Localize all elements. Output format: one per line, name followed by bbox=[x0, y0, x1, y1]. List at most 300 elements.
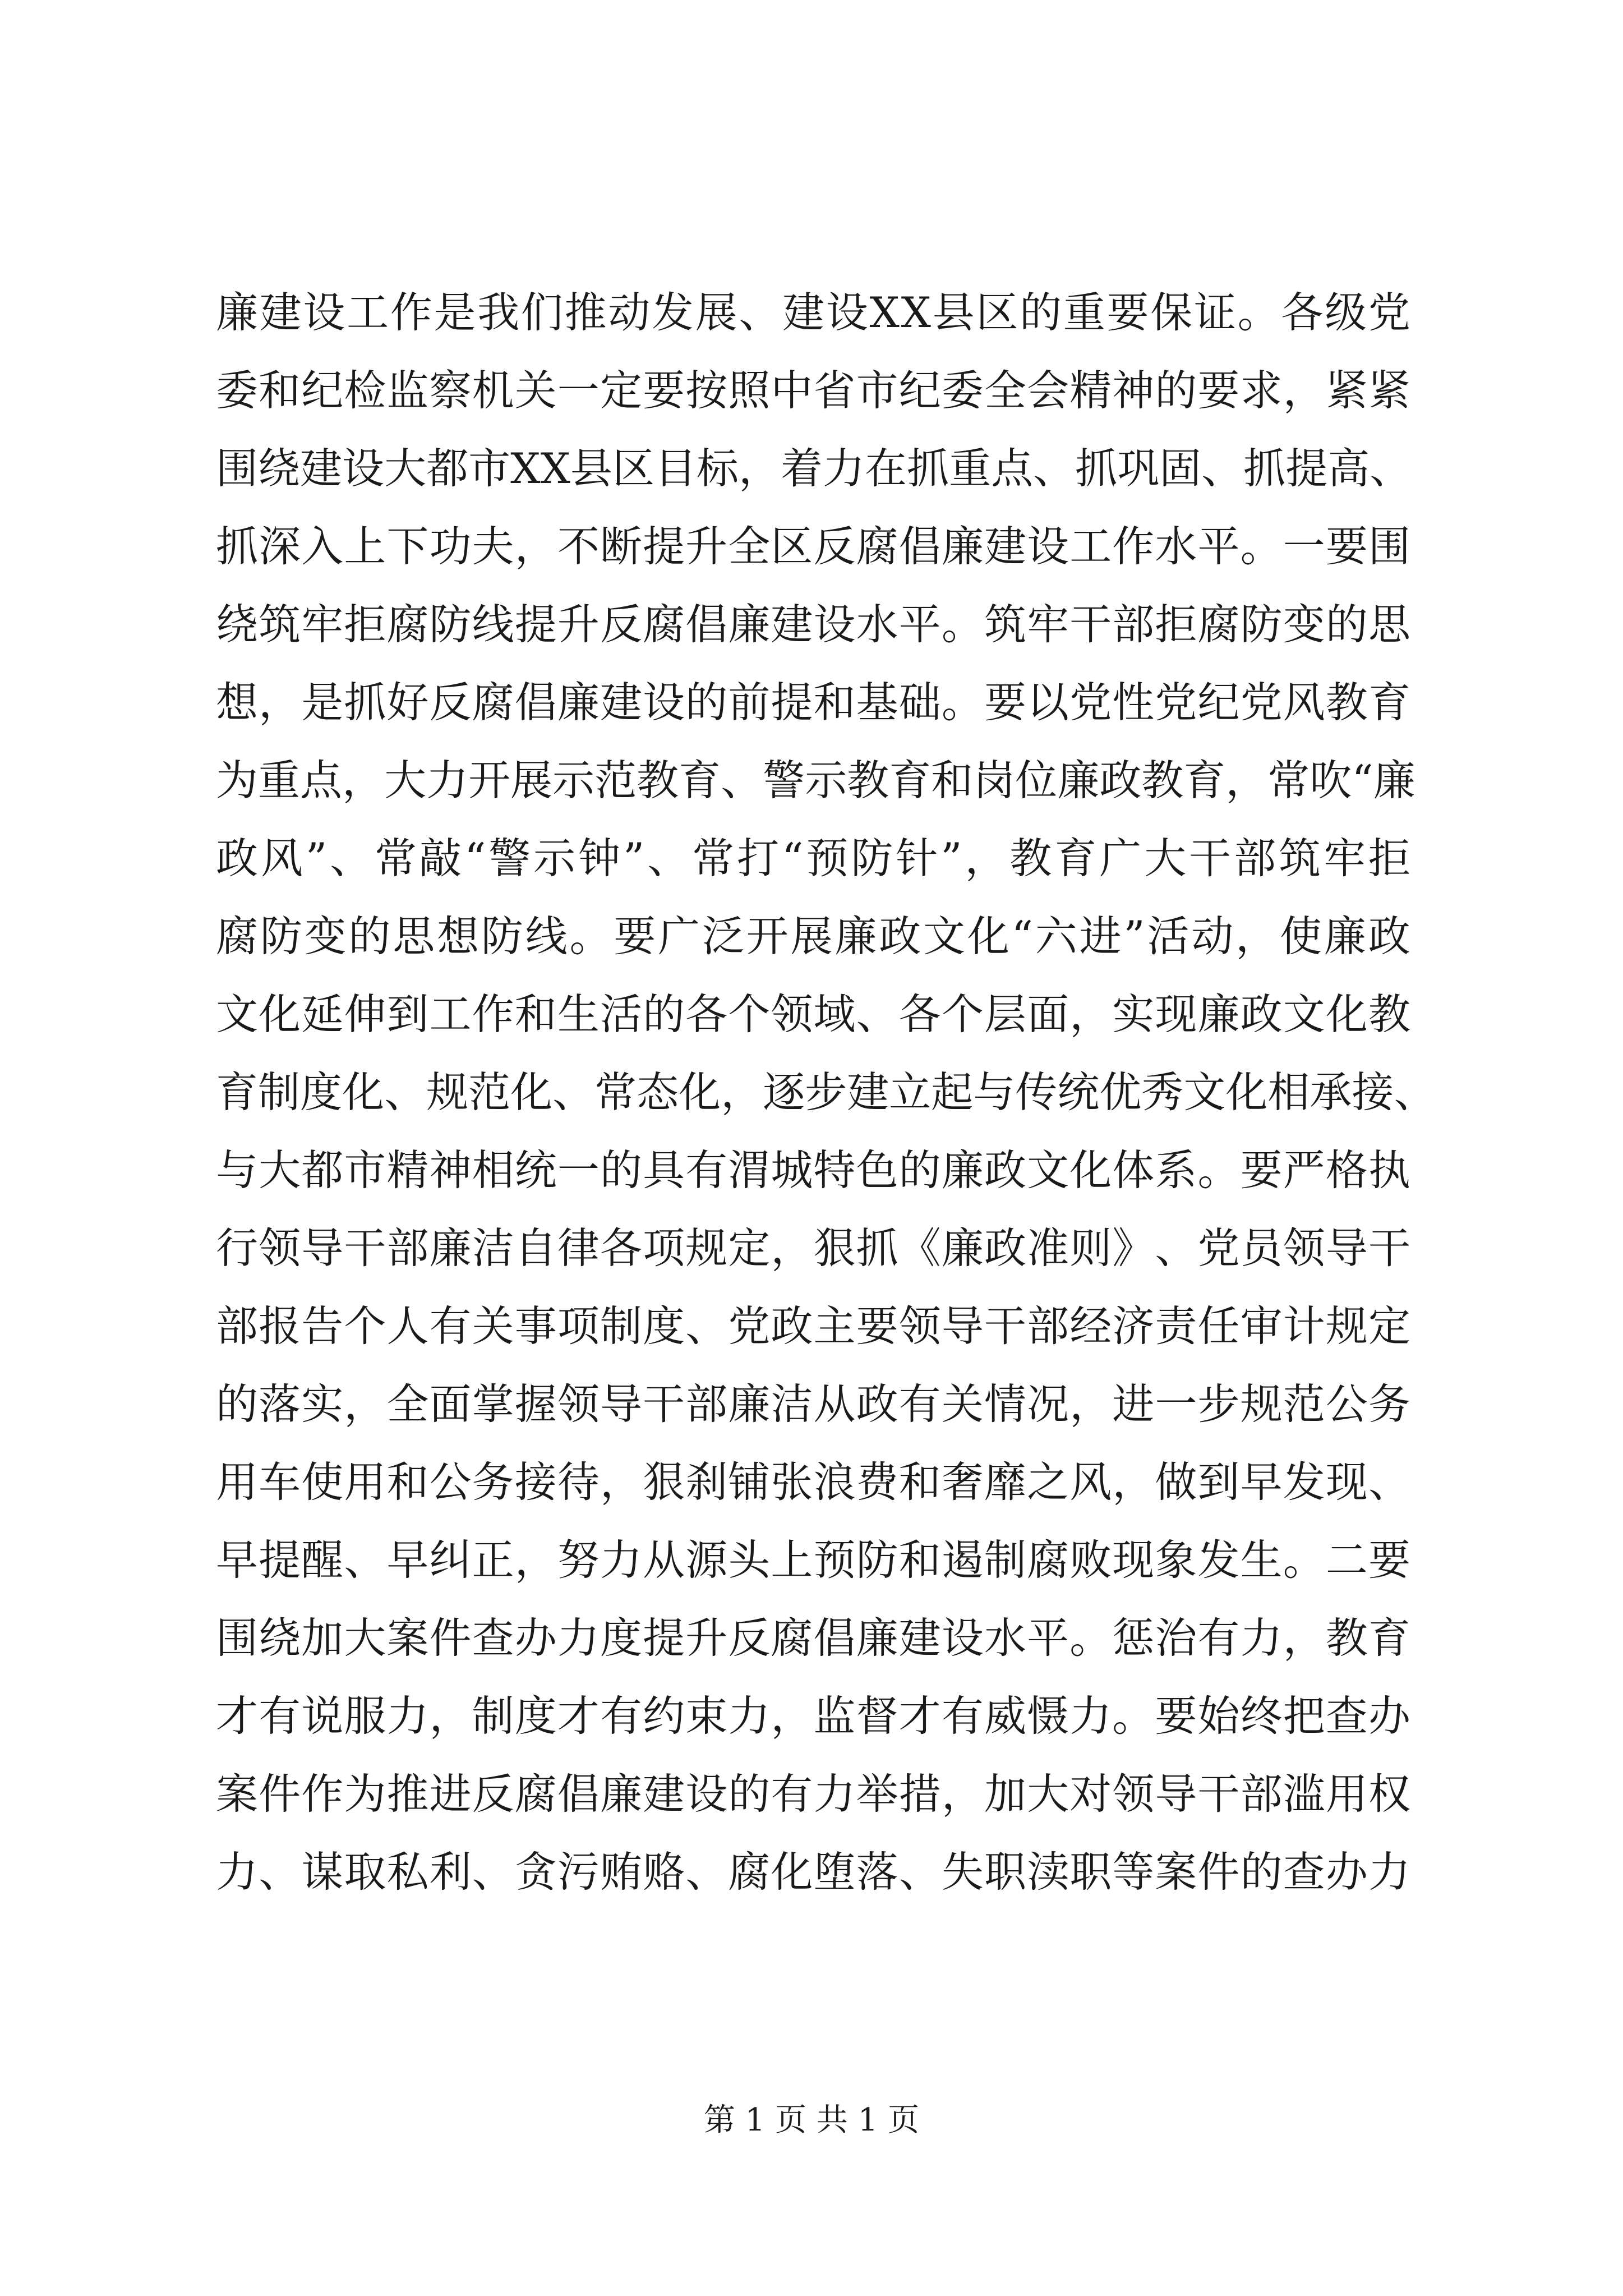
text-char: 绕 bbox=[258, 444, 301, 493]
text-char: ， bbox=[1235, 912, 1278, 961]
text-char: 性 bbox=[1112, 678, 1155, 727]
text-char: 神 bbox=[1112, 366, 1155, 415]
text-char: 育 bbox=[1054, 834, 1097, 883]
text-char: 、 bbox=[1394, 1068, 1436, 1117]
text-line bbox=[216, 1365, 1410, 1443]
text-char: 从 bbox=[813, 1379, 856, 1429]
text-char: 领 bbox=[557, 1379, 600, 1429]
text-char: 有 bbox=[941, 1691, 984, 1741]
text-char: 堕 bbox=[813, 1847, 856, 1897]
text-char: 具 bbox=[643, 1145, 685, 1195]
text-char: 位 bbox=[1015, 756, 1058, 805]
text-char: 思 bbox=[393, 912, 435, 961]
text-char: 要 bbox=[1325, 522, 1368, 571]
text-char: 要 bbox=[1240, 1145, 1283, 1195]
text-char: 抓 bbox=[856, 1223, 898, 1273]
text-char: 上 bbox=[344, 522, 386, 571]
text-char: 级 bbox=[1325, 288, 1367, 337]
text-char: 廉 bbox=[1373, 756, 1415, 805]
text-char: 开 bbox=[468, 756, 511, 805]
text-char: 点 bbox=[300, 756, 343, 805]
text-char: 和 bbox=[386, 1457, 429, 1507]
text-char: 政 bbox=[879, 912, 921, 961]
text-char: 抓 bbox=[1243, 444, 1286, 493]
text-char: 二 bbox=[1325, 1535, 1368, 1585]
text-char: 们 bbox=[520, 288, 563, 337]
text-char: 育 bbox=[216, 1068, 259, 1117]
text-char: 政 bbox=[1240, 990, 1283, 1039]
text-char: 现 bbox=[1112, 1535, 1155, 1585]
text-char: 倡 bbox=[898, 522, 941, 571]
text-line bbox=[216, 1833, 1410, 1911]
text-char: 推 bbox=[564, 288, 607, 337]
text-char: 使 bbox=[301, 1457, 344, 1507]
text-char: 铺 bbox=[728, 1457, 771, 1507]
text-char: 力 bbox=[1368, 1847, 1410, 1897]
text-char: 才 bbox=[216, 1691, 259, 1741]
text-char: 筑 bbox=[1279, 834, 1321, 883]
text-char: 定 bbox=[600, 366, 642, 415]
text-char: 拒 bbox=[344, 600, 386, 649]
text-char: 努 bbox=[557, 1535, 600, 1585]
text-char: 在 bbox=[865, 444, 907, 493]
text-char: 项 bbox=[557, 1301, 600, 1351]
text-char: 刹 bbox=[685, 1457, 728, 1507]
text-char: 步 bbox=[805, 1068, 847, 1117]
text-line bbox=[216, 508, 1410, 586]
text-char: 狠 bbox=[643, 1457, 685, 1507]
text-char: 干 bbox=[1368, 1223, 1410, 1273]
text-char: 区 bbox=[771, 522, 813, 571]
text-char: 件 bbox=[259, 1769, 301, 1819]
text-char: 风 bbox=[1283, 678, 1325, 727]
text-char: 廉 bbox=[1324, 912, 1366, 961]
text-line bbox=[216, 1443, 1410, 1521]
text-char: 大 bbox=[1027, 1769, 1069, 1819]
text-char: 始 bbox=[1197, 1691, 1240, 1741]
text-char: 党 bbox=[1069, 678, 1112, 727]
text-char: ” bbox=[305, 834, 328, 883]
text-char: 慑 bbox=[1027, 1691, 1069, 1741]
text-char: 想 bbox=[216, 678, 259, 727]
text-char: 用 bbox=[1325, 1769, 1368, 1819]
text-char: 的 bbox=[898, 1145, 941, 1195]
text-char: ， bbox=[941, 1769, 984, 1819]
text-char: 污 bbox=[557, 1847, 600, 1897]
text-char: 打 bbox=[737, 834, 780, 883]
text-char: 化 bbox=[679, 1068, 721, 1117]
text-char: 、 bbox=[330, 834, 372, 883]
text-line bbox=[216, 664, 1410, 742]
text-char: 使 bbox=[1279, 912, 1322, 961]
text-char: 贿 bbox=[600, 1847, 642, 1897]
text-char: 展 bbox=[695, 288, 737, 337]
text-char: 面 bbox=[429, 1379, 472, 1429]
text-char: 干 bbox=[1189, 834, 1232, 883]
text-char: 务 bbox=[1368, 1379, 1410, 1429]
text-char: 作 bbox=[390, 288, 432, 337]
text-line bbox=[216, 586, 1410, 664]
text-char: 要 bbox=[984, 678, 1026, 727]
text-char: 导 bbox=[1325, 1223, 1368, 1273]
text-char: 关 bbox=[941, 1379, 984, 1429]
text-line bbox=[216, 430, 1410, 508]
text-char: 钟 bbox=[578, 834, 621, 883]
text-line bbox=[216, 1131, 1410, 1209]
text-char: 度 bbox=[643, 1301, 685, 1351]
text-char: 腐 bbox=[386, 600, 429, 649]
text-char: 的 bbox=[643, 990, 685, 1039]
text-char: 全 bbox=[984, 366, 1026, 415]
text-char: 风 bbox=[260, 834, 303, 883]
text-char: 统 bbox=[514, 1145, 557, 1195]
text-char: ， bbox=[1225, 756, 1268, 805]
text-char: 文 bbox=[1183, 1068, 1226, 1117]
text-line bbox=[216, 274, 1410, 352]
text-char: 和 bbox=[259, 366, 301, 415]
text-char: 照 bbox=[728, 366, 771, 415]
text-char: 变 bbox=[304, 912, 347, 961]
text-char: 大 bbox=[1144, 834, 1187, 883]
text-char: 设 bbox=[685, 1769, 728, 1819]
text-char: 防 bbox=[260, 912, 302, 961]
text-char: 风 bbox=[1069, 1457, 1112, 1507]
text-char: 态 bbox=[637, 1068, 679, 1117]
text-char: 力 bbox=[216, 1847, 259, 1897]
text-char: 化 bbox=[967, 912, 1009, 961]
text-char: 反 bbox=[472, 1769, 514, 1819]
text-char: 层 bbox=[984, 990, 1026, 1039]
text-char: 我 bbox=[477, 288, 520, 337]
text-char: 廉 bbox=[557, 678, 600, 727]
text-char: 牢 bbox=[1027, 600, 1069, 649]
text-char: 各 bbox=[1281, 288, 1324, 337]
text-char: 党 bbox=[1197, 1223, 1240, 1273]
text-char: 、 bbox=[259, 1847, 301, 1897]
text-char: 领 bbox=[1112, 1769, 1155, 1819]
text-char: X bbox=[869, 288, 900, 337]
text-char: 政 bbox=[216, 834, 259, 883]
text-char: 伸 bbox=[344, 990, 386, 1039]
text-char: ” bbox=[1123, 912, 1145, 961]
text-char: 广 bbox=[658, 912, 700, 961]
text-char: 张 bbox=[771, 1457, 813, 1507]
text-char: 政 bbox=[1099, 756, 1142, 805]
text-char: 牢 bbox=[1323, 834, 1366, 883]
text-char: 都 bbox=[301, 1145, 344, 1195]
text-char: 力 bbox=[1069, 1691, 1112, 1741]
text-char: 常 bbox=[1267, 756, 1310, 805]
text-char: 承 bbox=[1310, 1068, 1352, 1117]
text-char: 约 bbox=[643, 1691, 685, 1741]
text-char: 有 bbox=[1197, 1613, 1240, 1663]
text-char: 《 bbox=[898, 1223, 941, 1273]
text-char: 着 bbox=[781, 444, 823, 493]
text-char: 、 bbox=[685, 1301, 728, 1351]
text-char: 失 bbox=[941, 1847, 984, 1897]
text-char: 化 bbox=[1225, 1068, 1268, 1117]
text-char: 作 bbox=[472, 990, 514, 1039]
text-char: 济 bbox=[1112, 1301, 1155, 1351]
text-char: 掌 bbox=[472, 1379, 514, 1429]
text-char: 用 bbox=[216, 1457, 259, 1507]
text-char: 和 bbox=[898, 1457, 941, 1507]
text-char: 高 bbox=[1327, 444, 1370, 493]
text-char: 为 bbox=[216, 756, 259, 805]
text-char: 领 bbox=[898, 1301, 941, 1351]
text-char: 、 bbox=[739, 288, 781, 337]
text-char: 水 bbox=[1155, 522, 1197, 571]
text-char: 进 bbox=[1112, 1379, 1155, 1429]
text-char: 象 bbox=[1155, 1535, 1197, 1585]
text-char: 展 bbox=[510, 756, 553, 805]
text-char: 要 bbox=[1197, 366, 1240, 415]
text-char: 实 bbox=[1112, 990, 1155, 1039]
text-char: 发 bbox=[1283, 1457, 1325, 1507]
text-char: 育 bbox=[679, 756, 721, 805]
text-char: 规 bbox=[685, 1223, 728, 1273]
text-char: 逐 bbox=[763, 1068, 805, 1117]
text-char: 化 bbox=[771, 1847, 813, 1897]
text-char: 延 bbox=[301, 990, 344, 1039]
text-char: 、 bbox=[472, 1847, 514, 1897]
text-char: 。 bbox=[1283, 1535, 1325, 1585]
text-char: 实 bbox=[301, 1379, 344, 1429]
text-char: 建 bbox=[259, 288, 302, 337]
text-char: 政 bbox=[984, 1145, 1026, 1195]
text-char: 变 bbox=[1283, 600, 1325, 649]
text-char: 要 bbox=[643, 366, 685, 415]
text-char: 待 bbox=[557, 1457, 600, 1507]
text-char: 、 bbox=[344, 1535, 386, 1585]
text-char: 和 bbox=[898, 1535, 941, 1585]
text-char: 、 bbox=[1155, 1223, 1197, 1273]
text-char: 精 bbox=[386, 1145, 429, 1195]
text-char: 则 bbox=[1069, 1223, 1112, 1273]
text-char: 威 bbox=[984, 1691, 1026, 1741]
text-char: 渎 bbox=[1027, 1847, 1069, 1897]
text-char: 部 bbox=[1240, 1769, 1283, 1819]
text-char: 、 bbox=[1033, 444, 1076, 493]
text-char: 范 bbox=[1283, 1379, 1325, 1429]
text-char: 证 bbox=[1193, 288, 1236, 337]
text-char: 以 bbox=[1027, 678, 1069, 727]
text-char: 廉 bbox=[1057, 756, 1100, 805]
text-char: 抓 bbox=[1075, 444, 1118, 493]
text-char: 个 bbox=[941, 990, 984, 1039]
text-char: 是 bbox=[434, 288, 476, 337]
text-char: 计 bbox=[1283, 1301, 1325, 1351]
text-char: 常 bbox=[594, 1068, 637, 1117]
text-char: 相 bbox=[472, 1145, 514, 1195]
text-char: 、 bbox=[552, 1068, 595, 1117]
text-char: 平 bbox=[1027, 1613, 1069, 1663]
text-char: 、 bbox=[898, 1847, 941, 1897]
text-char: 入 bbox=[301, 522, 344, 571]
text-char: 起 bbox=[931, 1068, 974, 1117]
text-char: ” bbox=[940, 834, 962, 883]
text-char: 源 bbox=[685, 1535, 728, 1585]
text-char: 制 bbox=[472, 1691, 514, 1741]
text-char: 设 bbox=[1027, 522, 1069, 571]
text-char: ” bbox=[623, 834, 645, 883]
text-char: 预 bbox=[806, 834, 849, 883]
text-char: 是 bbox=[301, 678, 344, 727]
text-char: 为 bbox=[344, 1769, 386, 1819]
text-char: 到 bbox=[386, 990, 429, 1039]
text-char: 、 bbox=[1370, 444, 1412, 493]
text-char: ， bbox=[1283, 366, 1325, 415]
text-char: 广 bbox=[1099, 834, 1142, 883]
text-char: 体 bbox=[1112, 1145, 1155, 1195]
text-char: 防 bbox=[429, 600, 472, 649]
text-char: 倡 bbox=[557, 1769, 600, 1819]
text-char: 市 bbox=[344, 1145, 386, 1195]
text-char: 要 bbox=[1368, 1535, 1410, 1585]
text-char: ， bbox=[965, 834, 1007, 883]
text-char: 示 bbox=[533, 834, 576, 883]
text-char: 党 bbox=[1155, 678, 1197, 727]
text-char: 纪 bbox=[301, 366, 344, 415]
text-char: 防 bbox=[1240, 600, 1283, 649]
text-char: 常 bbox=[692, 834, 735, 883]
text-char: 落 bbox=[259, 1379, 301, 1429]
text-char: 格 bbox=[1325, 1145, 1368, 1195]
text-line bbox=[216, 1287, 1410, 1365]
text-char: 说 bbox=[301, 1691, 344, 1741]
text-char: 相 bbox=[1267, 1068, 1310, 1117]
text-char: 项 bbox=[643, 1223, 685, 1273]
text-char: 权 bbox=[1368, 1769, 1410, 1819]
text-char: 进 bbox=[429, 1769, 472, 1819]
text-char: 从 bbox=[643, 1535, 685, 1585]
text-char: 件 bbox=[429, 1613, 472, 1663]
text-line bbox=[216, 1521, 1410, 1599]
text-char: 、 bbox=[721, 756, 763, 805]
page-number: 第 1 页 共 1 页 bbox=[703, 2102, 920, 2138]
text-char: 接 bbox=[1352, 1068, 1394, 1117]
text-char: 建 bbox=[984, 522, 1026, 571]
text-char: 廉 bbox=[941, 1223, 984, 1273]
text-char: 情 bbox=[984, 1379, 1026, 1429]
text-char: 优 bbox=[1099, 1068, 1142, 1117]
text-char: 设 bbox=[826, 288, 868, 337]
text-char: 力 bbox=[600, 1535, 642, 1585]
text-char: ， bbox=[342, 756, 385, 805]
text-char: 况 bbox=[1027, 1379, 1069, 1429]
text-char: 围 bbox=[216, 1613, 259, 1663]
text-char: 的 bbox=[600, 1145, 642, 1195]
text-char: 加 bbox=[984, 1769, 1026, 1819]
text-char: 绕 bbox=[216, 600, 259, 649]
text-char: 纪 bbox=[1197, 678, 1240, 727]
text-line bbox=[216, 898, 1410, 976]
text-char: 一 bbox=[1283, 522, 1325, 571]
text-char: 围 bbox=[216, 444, 259, 493]
text-char: 。 bbox=[1069, 1613, 1112, 1663]
text-char: 任 bbox=[1197, 1301, 1240, 1351]
text-char: 败 bbox=[1069, 1535, 1112, 1585]
text-char: 才 bbox=[898, 1691, 941, 1741]
text-char: 文 bbox=[1027, 1145, 1069, 1195]
text-char: 一 bbox=[557, 1145, 600, 1195]
text-char: 经 bbox=[1069, 1301, 1112, 1351]
text-char: 腐 bbox=[1197, 600, 1240, 649]
text-char: 、 bbox=[856, 990, 898, 1039]
text-char: 私 bbox=[386, 1847, 429, 1897]
text-char: 教 bbox=[637, 756, 679, 805]
text-char: ， bbox=[1112, 1457, 1155, 1507]
text-char: 立 bbox=[889, 1068, 932, 1117]
text-char: 神 bbox=[429, 1145, 472, 1195]
text-char: 、 bbox=[647, 834, 690, 883]
text-char: X bbox=[540, 444, 570, 493]
text-char: 大 bbox=[259, 1145, 301, 1195]
text-char: 教 bbox=[847, 756, 889, 805]
text-char: 化 bbox=[342, 1068, 385, 1117]
text-char: 色 bbox=[856, 1145, 898, 1195]
text-char: 政 bbox=[856, 1379, 898, 1429]
text-char: 服 bbox=[344, 1691, 386, 1741]
text-char: 提 bbox=[771, 678, 813, 727]
text-char: 育 bbox=[1183, 756, 1226, 805]
text-char: 办 bbox=[514, 1613, 557, 1663]
text-char: 功 bbox=[429, 522, 472, 571]
text-char: 腐 bbox=[728, 1847, 771, 1897]
text-char: 力 bbox=[426, 756, 469, 805]
text-char: 与 bbox=[973, 1068, 1016, 1117]
text-char: 拒 bbox=[1368, 834, 1410, 883]
text-char: 廉 bbox=[834, 912, 877, 961]
text-char: 费 bbox=[856, 1457, 898, 1507]
text-char: 重 bbox=[1063, 288, 1105, 337]
text-char: 部 bbox=[1234, 834, 1276, 883]
text-char: 重 bbox=[949, 444, 992, 493]
text-char: 平 bbox=[1197, 522, 1240, 571]
text-char: 早 bbox=[1240, 1457, 1283, 1507]
text-char: 泛 bbox=[702, 912, 744, 961]
text-char: 部 bbox=[386, 1223, 429, 1273]
text-char: 个 bbox=[344, 1301, 386, 1351]
text-char: 接 bbox=[514, 1457, 557, 1507]
text-char: 干 bbox=[984, 1301, 1026, 1351]
text-char: 部 bbox=[685, 1379, 728, 1429]
text-char: 市 bbox=[468, 444, 511, 493]
text-char: 六 bbox=[1035, 912, 1077, 961]
text-char: 重 bbox=[258, 756, 301, 805]
text-char: 教 bbox=[1009, 834, 1052, 883]
text-char: 早 bbox=[386, 1535, 429, 1585]
text-char: 一 bbox=[557, 366, 600, 415]
text-char: 政 bbox=[771, 1301, 813, 1351]
text-char: 腐 bbox=[216, 912, 259, 961]
text-char: 提 bbox=[514, 600, 557, 649]
text-char: 拒 bbox=[1155, 600, 1197, 649]
text-char: 落 bbox=[856, 1847, 898, 1897]
text-char: 度 bbox=[514, 1691, 557, 1741]
text-char: 办 bbox=[1325, 1847, 1368, 1897]
text-char: 文 bbox=[923, 912, 966, 961]
text-char: 渭 bbox=[728, 1145, 771, 1195]
text-char: ， bbox=[344, 1379, 386, 1429]
text-char: 工 bbox=[347, 288, 389, 337]
text-char: 准 bbox=[1027, 1223, 1069, 1273]
text-char: 惩 bbox=[1112, 1613, 1155, 1663]
text-char: 、 bbox=[384, 1068, 427, 1117]
text-char: 赂 bbox=[643, 1847, 685, 1897]
text-char: 紧 bbox=[1368, 366, 1410, 415]
text-char: 求 bbox=[1240, 366, 1283, 415]
